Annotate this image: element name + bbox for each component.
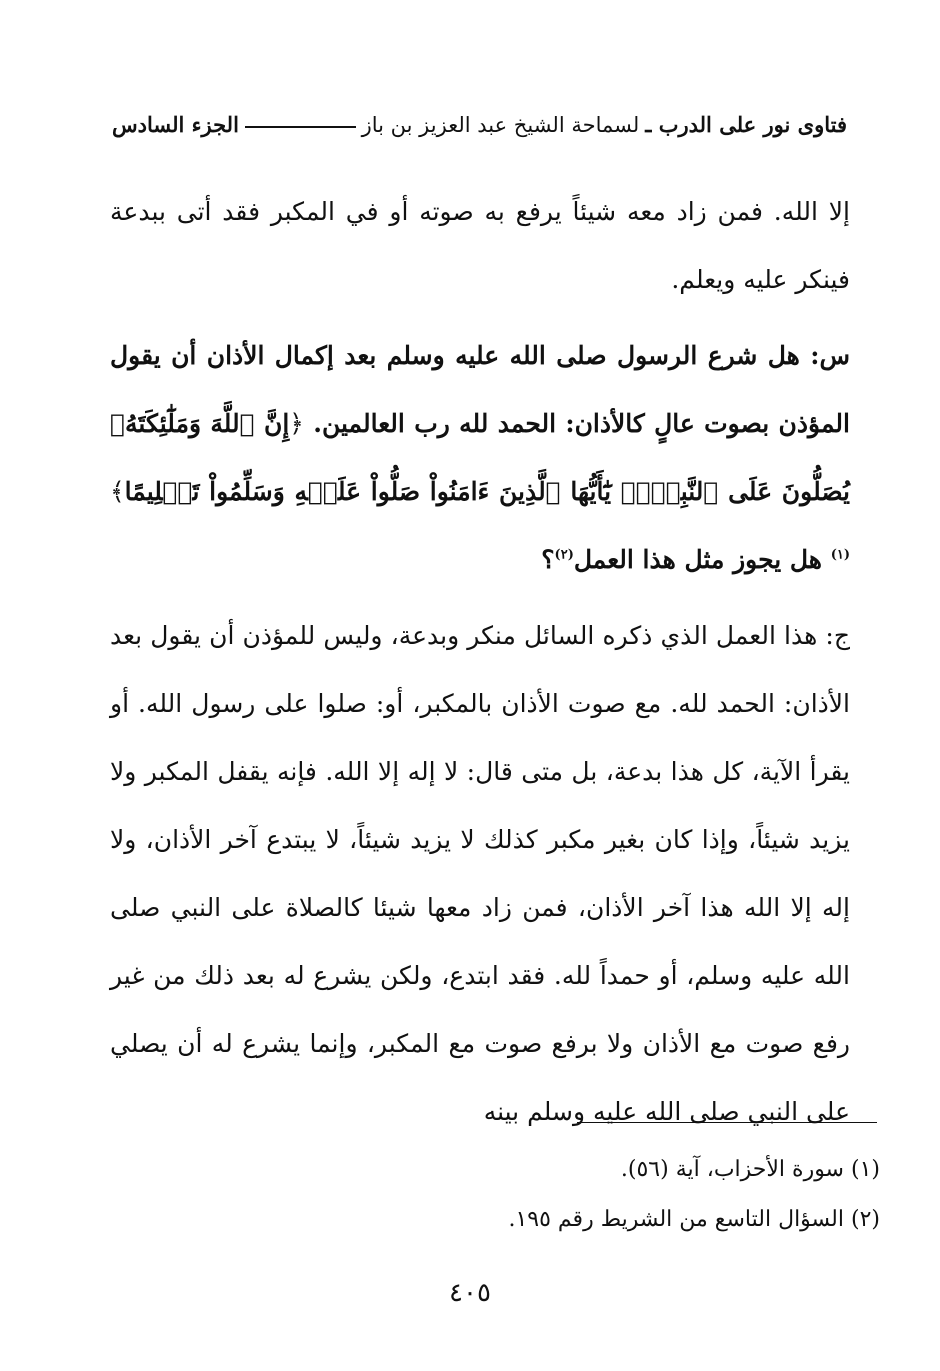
body-text bbox=[110, 178, 850, 1146]
paragraph-gap bbox=[110, 594, 850, 602]
page-number: ٤٠٥ bbox=[449, 1278, 491, 1308]
header-book-title: فتاوى نور على الدرب ـ bbox=[645, 112, 847, 137]
continuation-paragraph: إلا الله. فمن زاد معه شيئاً يرفع به صوته أو في المكبر فقد أتى ببدعة فينكر عليه ويعلم. bbox=[110, 197, 850, 294]
question-tail: هل يجوز مثل هذا العمل bbox=[573, 545, 831, 574]
verse-close-bracket: ﴾ bbox=[110, 477, 125, 506]
header-author: لسماحة الشيخ عبد العزيز بن باز bbox=[361, 112, 640, 137]
paragraph-gap bbox=[110, 314, 850, 322]
footnotes bbox=[110, 1145, 880, 1245]
header-rule bbox=[245, 126, 356, 128]
header-part: الجزء السادس bbox=[112, 112, 239, 137]
answer-paragraph: ج: هذا العمل الذي ذكره السائل منكر وبدعة، وليس للمؤذن أن يقول بعد الأذان: الحمد لله. مع صوت الأذان بالمكبر، أو: صلوا على رسول الله. أو يقرأ الآية، كل هذا بدعة، بل متى قال: لا إله إلا الله. فإنه يقفل المكبر ولا يزيد شيئاً، وإذا كان بغير مكبر كذلك لا يزيد شيئاً، لا يبتدع آخر الأذان، ولا إله إلا الله هذا آخر الأذان، فمن زاد معها شيئا كالصلاة على النبي صلى الله عليه وسلم، أو حمداً لله. فقد ابتدع، ولكن يشرع له بعد ذلك من غير رفع صوت مع الأذان ولا برفع صوت مع المكبر، وإنما يشرع له أن يصلي على النبي صلى الله عليه وسلم بينه bbox=[110, 621, 850, 1126]
running-header bbox=[112, 112, 847, 137]
question-text: س: هل شرع الرسول صلى الله عليه وسلم بعد إكمال الأذان أن يقول المؤذن بصوت عالٍ كالأذان: الحمد لله رب العالمين. bbox=[110, 341, 850, 438]
question-paragraph bbox=[110, 322, 850, 594]
footnote-ref-2: (٢) bbox=[554, 547, 574, 563]
question-mark: ؟ bbox=[541, 545, 555, 574]
quran-verse: إِنَّ ٱللَّهَ وَمَلَٰٓئِكَتَهُۥ يُصَلُّونَ عَلَى ٱلنَّبِيِّۚ يَٰٓأَيُّهَا ٱلَّذِينَ ءَامَنُواْ صَلُّواْ عَلَيۡهِ وَسَلِّمُواْ تَسۡلِيمًا bbox=[110, 409, 850, 506]
footnote-separator bbox=[577, 1122, 877, 1123]
footnote-ref-1: (١) bbox=[830, 547, 850, 563]
footnote-1: (١) سورة الأحزاب، آية (٥٦). bbox=[620, 1157, 880, 1182]
verse-open-bracket: ﴿ bbox=[289, 409, 304, 438]
footnote-2: (٢) السؤال التاسع من الشريط رقم ١٩٥. bbox=[508, 1207, 880, 1232]
